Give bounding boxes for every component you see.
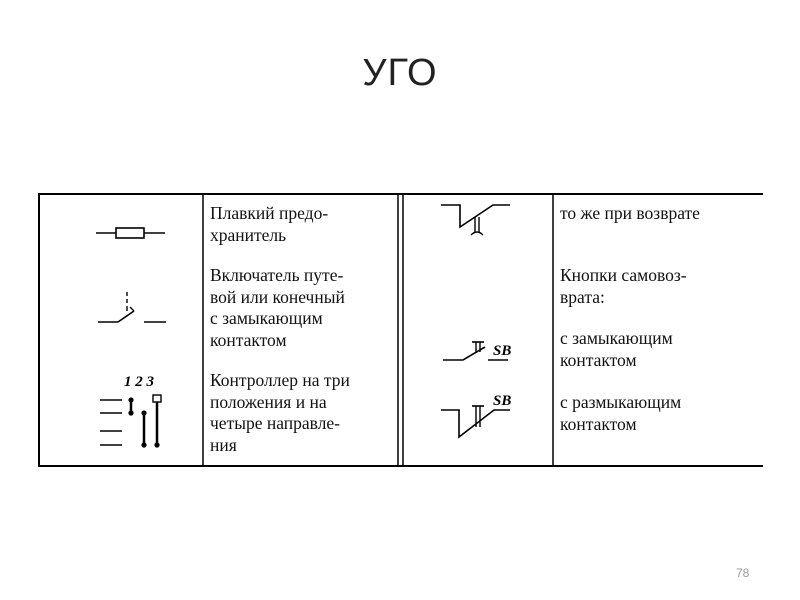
- limit-switch-description: Включатель путе- вой или конечный с замыкающим контактом: [210, 265, 345, 350]
- controller-description: Контроллер на три положения и на четыре направле- ния: [210, 370, 350, 455]
- return-button-description: то же при возврате: [560, 203, 700, 223]
- symbol-table: [38, 193, 763, 480]
- nc-button-description: с размыкающим контактом: [560, 392, 682, 434]
- slide-title: УГО: [362, 52, 438, 94]
- self-return-buttons-heading: Кнопки самовоз- врата:: [560, 265, 687, 307]
- controller-position-label: 1 2 3: [124, 374, 154, 390]
- nc-button-label: SB: [493, 393, 512, 409]
- no-button-label: SB: [493, 343, 512, 359]
- page-number: 78: [736, 566, 750, 580]
- fuse-description: Плавкий предо- хранитель: [210, 203, 329, 245]
- no-button-description: с замыкающим контактом: [560, 328, 673, 370]
